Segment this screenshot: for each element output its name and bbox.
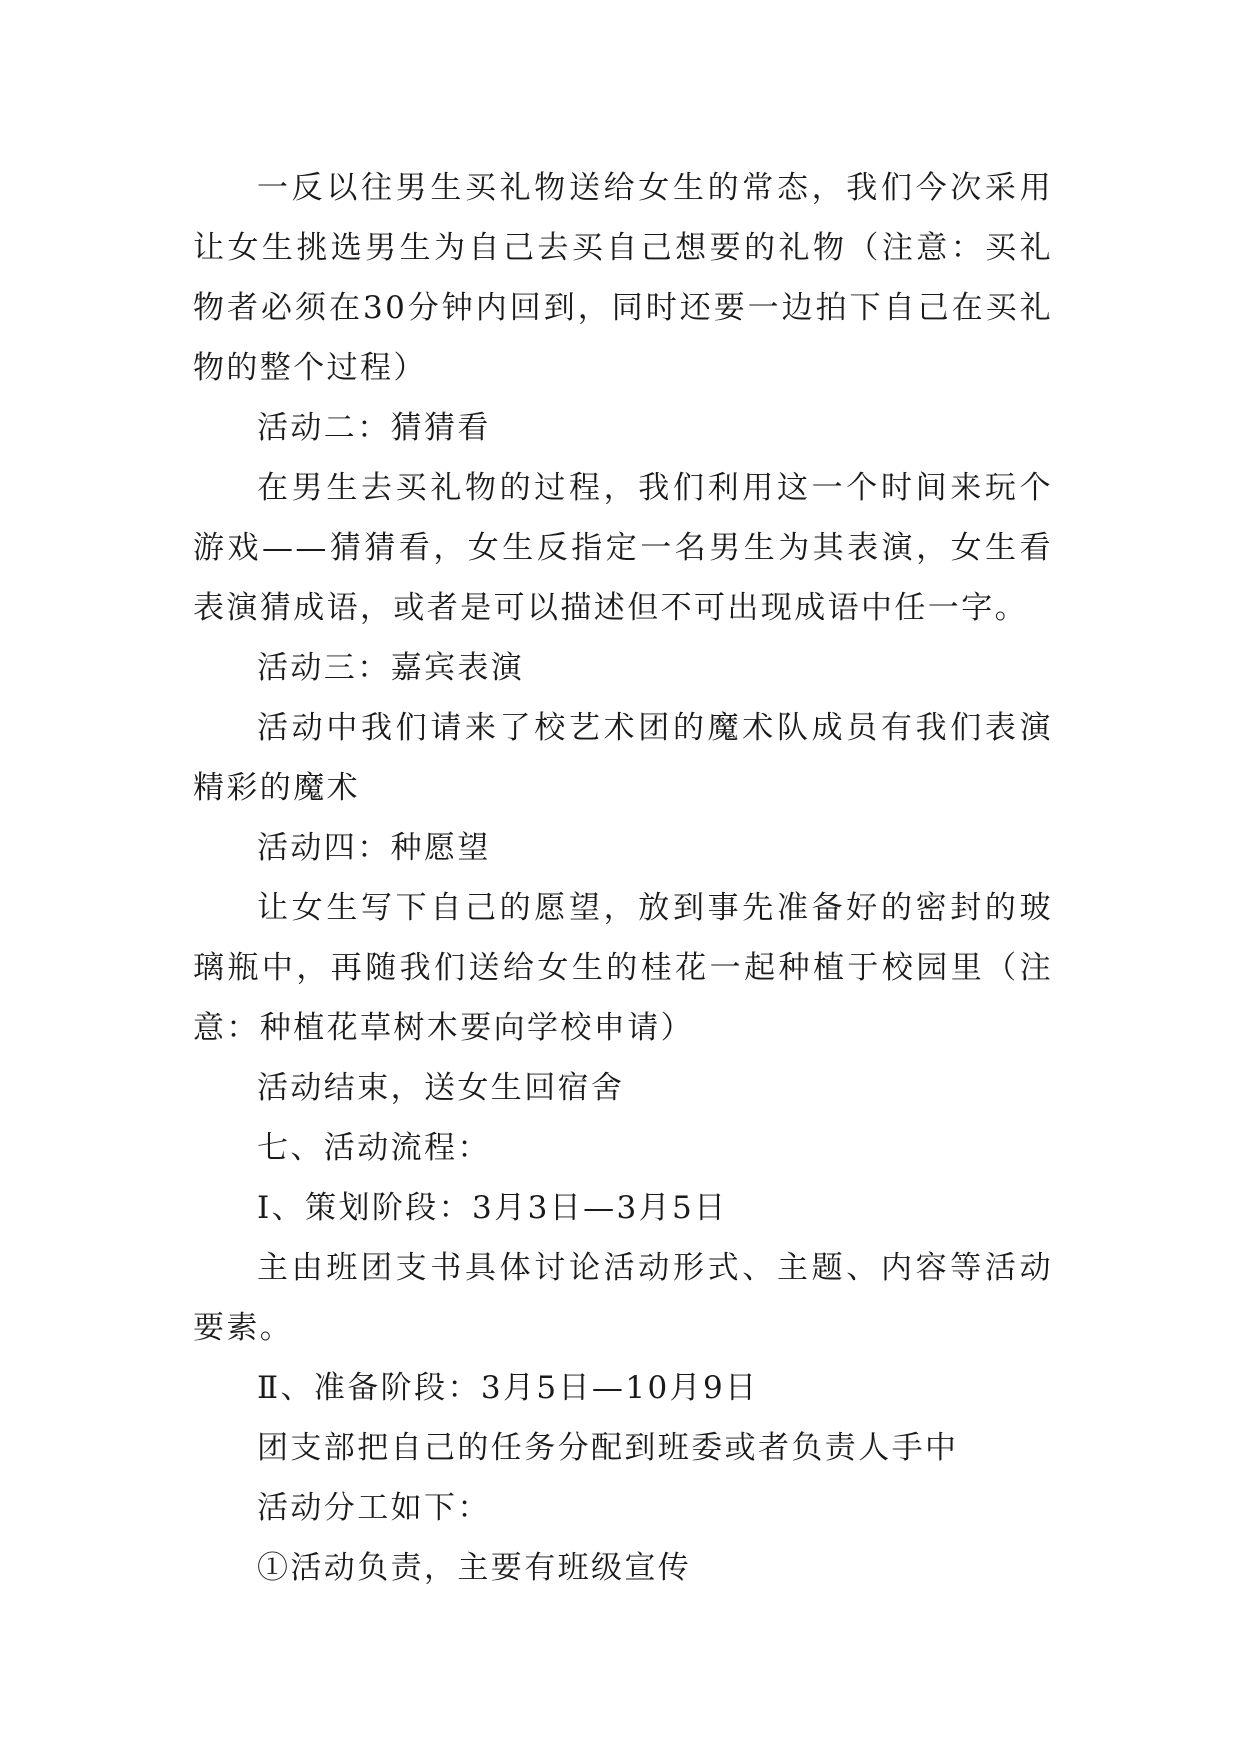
paragraph-gift-activity: 一反以往男生买礼物送给女生的常态，我们今次采用让女生挑选男生为自己去买自己想要的礼物（注意：买礼物者必须在30分钟内回到，同时还要一边拍下自己在买礼物的整个过程） xyxy=(193,170,1053,386)
list-item-division-one: ①活动负责，主要有班级宣传 xyxy=(257,1550,692,1586)
heading-preparation-stage: Ⅱ、准备阶段：3月5日—10月9日 xyxy=(257,1370,759,1406)
paragraph-magic-show: 活动中我们请来了校艺术团的魔术队成员有我们表演精彩的魔术 xyxy=(193,710,1053,806)
paragraph-wish-planting: 让女生写下自己的愿望，放到事先准备好的密封的玻璃瓶中，再随我们送给女生的桂花一起种植于校园里（注意：种植花草树木要向学校申请） xyxy=(193,890,1053,1046)
document-body xyxy=(193,158,1053,1598)
heading-planning-stage: Ⅰ、策划阶段：3月3日—3月5日 xyxy=(257,1190,728,1226)
paragraph-guessing-game: 在男生去买礼物的过程，我们利用这一个时间来玩个游戏——猜猜看，女生反指定一名男生为其表演，女生看表演猜成语，或者是可以描述但不可出现成语中任一字。 xyxy=(193,470,1053,626)
paragraph-activity-end: 活动结束，送女生回宿舍 xyxy=(257,1070,625,1106)
paragraph-task-assignment: 团支部把自己的任务分配到班委或者负责人手中 xyxy=(257,1430,959,1466)
paragraph-planning-detail: 主由班团支书具体讨论活动形式、主题、内容等活动要素。 xyxy=(193,1250,1053,1346)
heading-activity-three: 活动三：嘉宾表演 xyxy=(257,650,525,686)
heading-activity-four: 活动四：种愿望 xyxy=(257,830,491,866)
heading-activity-two: 活动二：猜猜看 xyxy=(257,410,491,446)
heading-section-seven: 七、活动流程： xyxy=(257,1130,491,1166)
paragraph-division-intro: 活动分工如下： xyxy=(257,1490,491,1526)
